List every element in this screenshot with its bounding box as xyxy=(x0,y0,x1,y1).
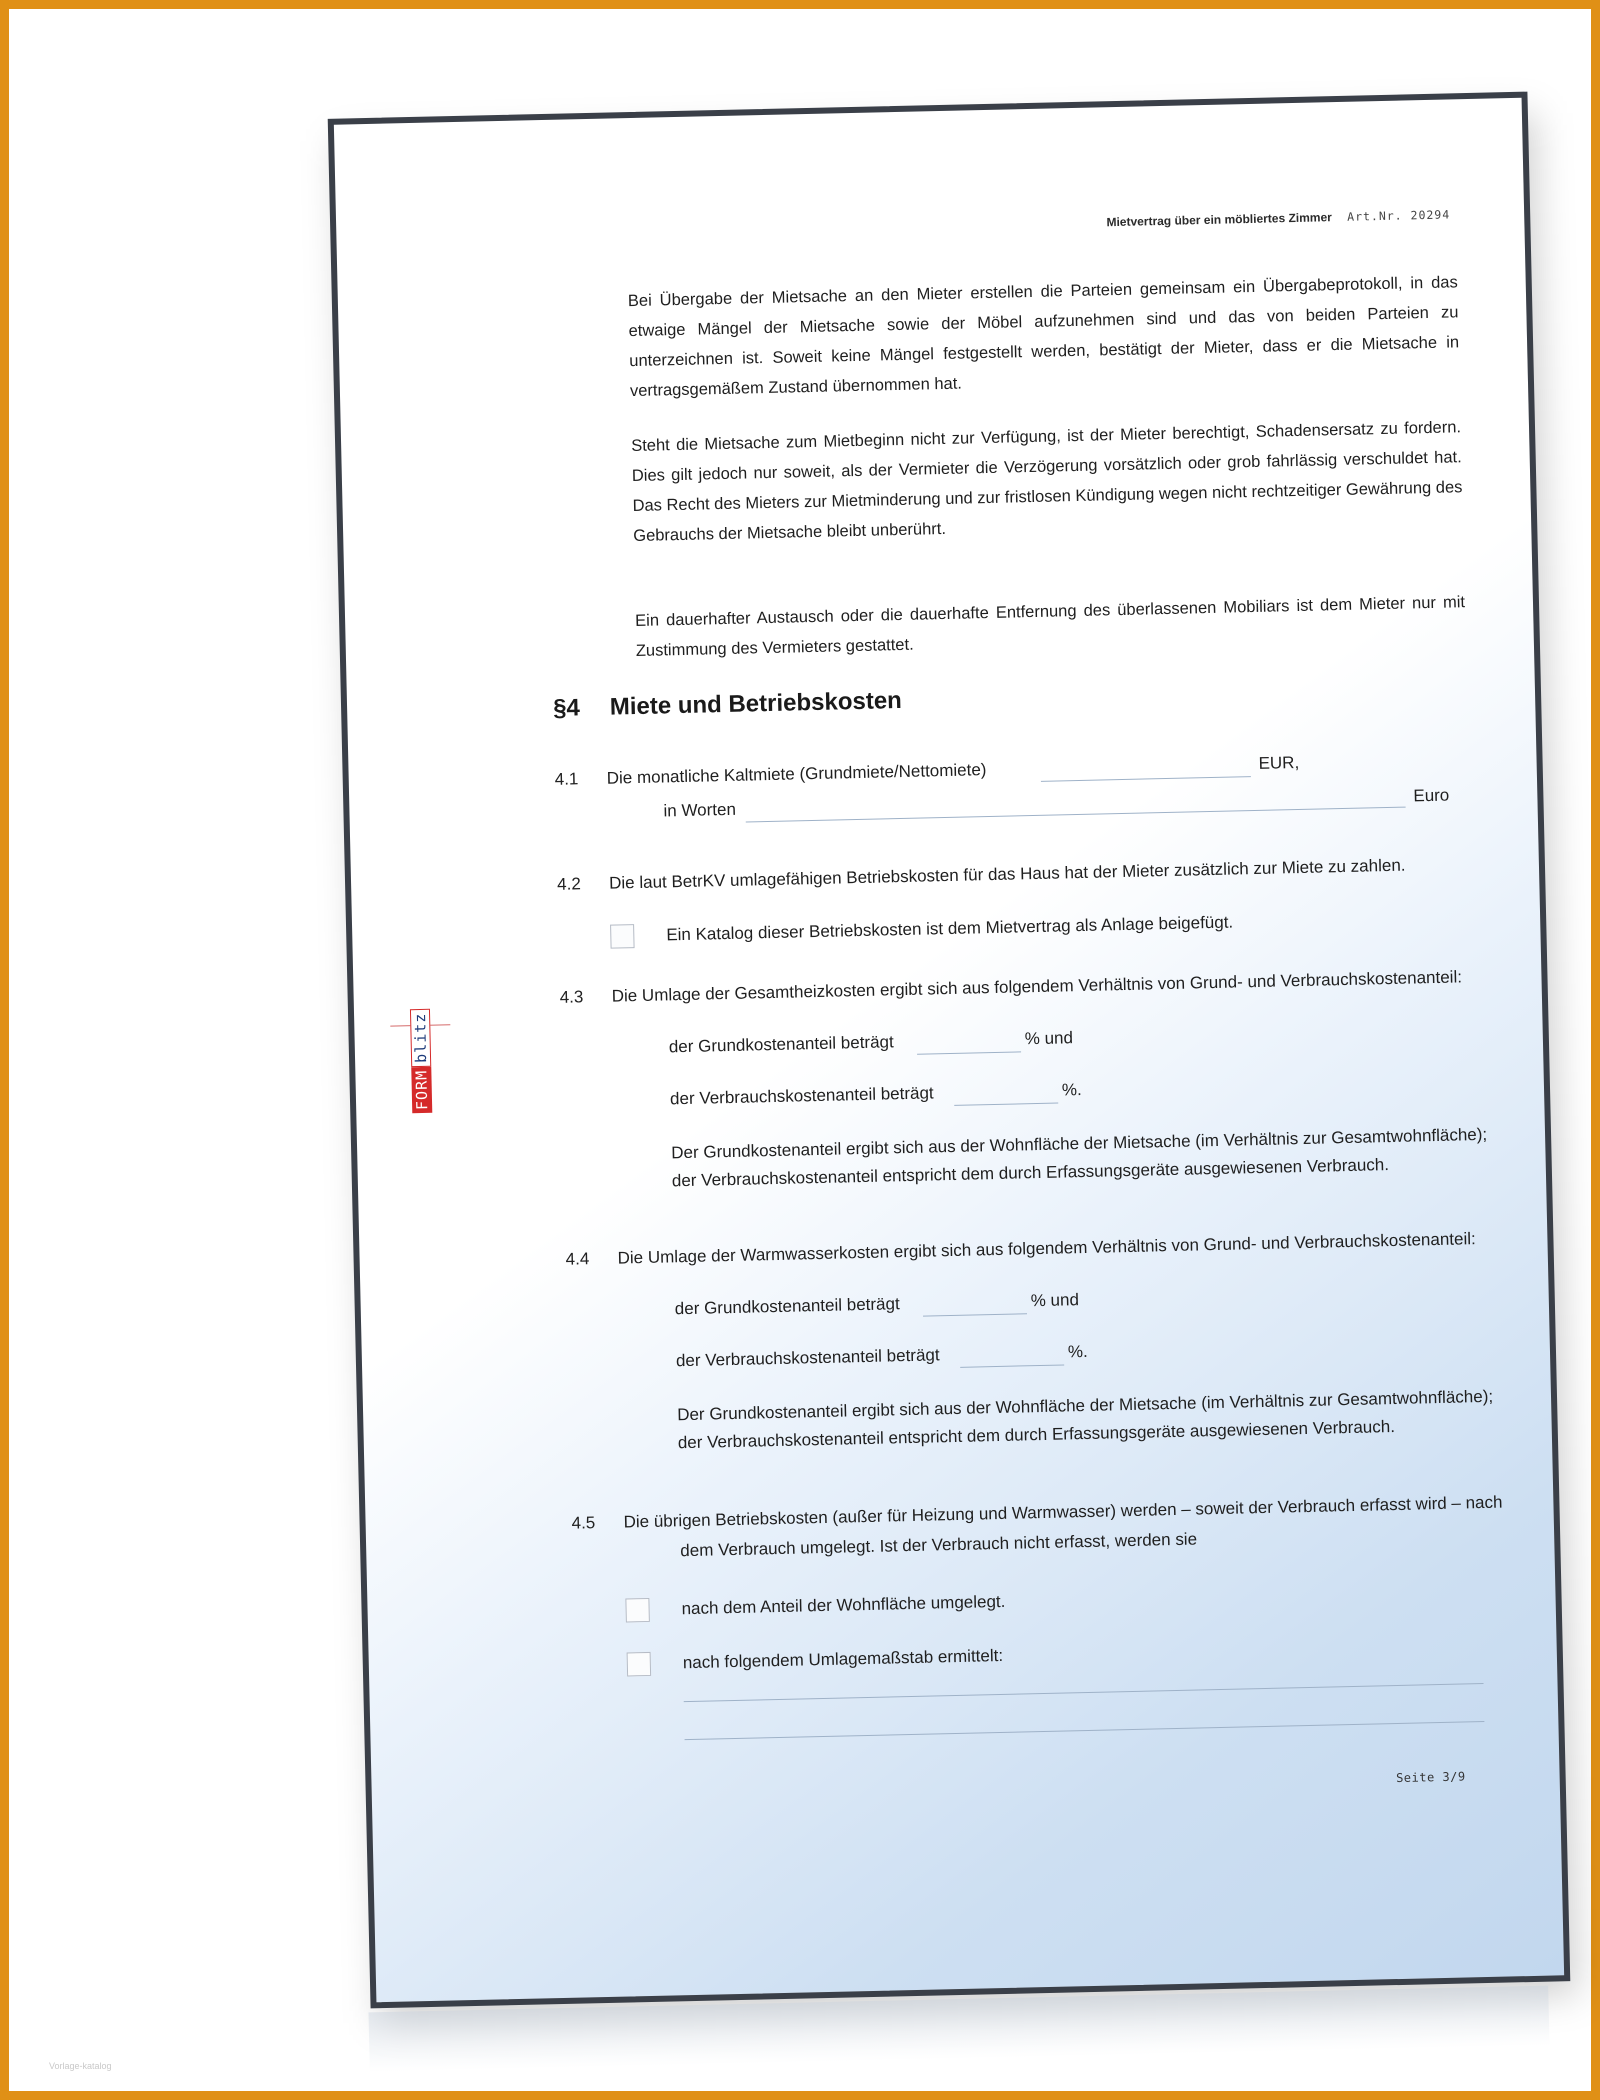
rent-unit: EUR, xyxy=(1258,752,1300,773)
article-number: Art.Nr. 20294 xyxy=(1347,207,1451,224)
item-number-4-3: 4.3 xyxy=(559,987,584,1007)
rent-words-label: in Worten xyxy=(663,799,737,821)
document-page xyxy=(328,92,1571,2009)
living-area-checkbox[interactable] xyxy=(625,1598,650,1623)
heating-consumption-unit: %. xyxy=(1061,1080,1082,1100)
page-number: Seite 3/9 xyxy=(1395,1769,1466,1786)
other-costs-line1: Die übrigen Betriebskosten (außer für Heizung und Warmwasser) werden – soweit der Verbrauch erfasst wird – nach xyxy=(623,1492,1503,1532)
paragraph-furniture: Ein dauerhafter Austausch oder die dauerhafte Entfernung des überlassenen Mobiliars ist dem Mieter nur mit Zustimmung des Vermieters gestattet. xyxy=(634,593,1466,660)
living-area-option-label: nach dem Anteil der Wohnfläche umgelegt. xyxy=(681,1591,1006,1619)
rent-amount-field[interactable] xyxy=(1041,776,1251,782)
operating-costs-text: Die laut BetrKV umlagefähigen Betriebskosten für das Haus hat der Mieter zusätzlich zur Miete zu zahlen. xyxy=(608,855,1406,893)
rent-words-field[interactable] xyxy=(746,807,1406,823)
paragraph-availability: Steht die Mietsache zum Mietbeginn nicht zur Verfügung, ist der Mieter berechtigt, Schadensersatz zu fordern. Dies gilt jedoch nur soweit, als der Vermieter die Verzögerung vorsätzlich oder grob fahrlässig verschuldet hat. Das Recht des Mieters zur Mietminderung und zur fristlosen Kündigung wegen nicht rechtzeitiger Gewährung des Gebrauchs der Mietsache bleibt unberührt. xyxy=(631,418,1463,546)
item-number-4-4: 4.4 xyxy=(565,1249,590,1269)
corner-watermark: Vorlage-katalog xyxy=(49,2061,112,2071)
water-note-line2: der Verbrauchskostenanteil entspricht dem durch Erfassungsgeräte ausgewiesenen Verbrauch. xyxy=(677,1416,1396,1453)
formblitz-logo xyxy=(410,1008,432,1113)
other-costs-line2: dem Verbrauch umgelegt. Ist der Verbrauch nicht erfasst, werden sie xyxy=(680,1529,1198,1561)
item-number-4-2: 4.2 xyxy=(556,874,581,894)
item-number-4-5: 4.5 xyxy=(571,1513,596,1533)
water-base-unit: % und xyxy=(1030,1290,1080,1311)
logo-blitz-text: blitz xyxy=(410,1008,431,1067)
heating-base-label: der Grundkostenanteil beträgt xyxy=(668,1032,894,1057)
heating-costs-text: Die Umlage der Gesamtheizkosten ergibt sich aus folgendem Verhältnis von Grund- und Verbrauchskostenanteil: xyxy=(611,967,1463,1006)
rent-label: Die monatliche Kaltmiete (Grundmiete/Nettomiete) xyxy=(606,760,987,788)
section-number: §4 xyxy=(552,694,581,722)
custom-key-option-label: nach folgendem Umlagemaßstab ermittelt: xyxy=(682,1645,1004,1673)
water-note-line1: Der Grundkostenanteil ergibt sich aus der Wohnfläche der Mietsache (im Verhältnis zur Gesamtwohnfläche); xyxy=(676,1386,1494,1425)
custom-key-field-line1[interactable] xyxy=(684,1683,1484,1702)
document-title: Mietvertrag über ein möbliertes Zimmer xyxy=(1106,210,1333,230)
paragraph-handover: Bei Übergabe der Mietsache an den Mieter erstellen die Parteien gemeinsam ein Übergabeprotokoll, in das etwaige Mängel der Mietsache sowie der Möbel aufzunehmen sind und das von beiden Parteien zu unterzeichnen ist. Soweit keine Mängel festgestellt werden, bestätigt der Mieter, dass er die Mietsache in vertragsgemäßem Zustand übernommen hat. xyxy=(627,273,1460,401)
heating-base-field[interactable] xyxy=(917,1051,1021,1054)
heating-note-line2: der Verbrauchskostenanteil entspricht dem durch Erfassungsgeräte ausgewiesenen Verbrauch. xyxy=(671,1155,1390,1191)
catalog-checkbox-label: Ein Katalog dieser Betriebskosten ist dem Mietvertrag als Anlage beigefügt. xyxy=(666,912,1234,945)
custom-key-checkbox[interactable] xyxy=(627,1652,652,1677)
water-base-label: der Grundkostenanteil beträgt xyxy=(674,1294,900,1319)
water-consumption-label: der Verbrauchskostenanteil beträgt xyxy=(675,1345,940,1371)
heating-consumption-label: der Verbrauchskostenanteil beträgt xyxy=(669,1083,934,1109)
custom-key-field-line2[interactable] xyxy=(685,1721,1485,1740)
catalog-checkbox[interactable] xyxy=(610,924,635,949)
heating-note-line1: Der Grundkostenanteil ergibt sich aus der Wohnfläche der Mietsache (im Verhältnis zur Gesamtwohnfläche); xyxy=(671,1124,1488,1163)
section-title: Miete und Betriebskosten xyxy=(609,686,903,721)
water-costs-text: Die Umlage der Warmwasserkosten ergibt sich aus folgendem Verhältnis von Grund- und Verbrauchskostenanteil: xyxy=(617,1229,1476,1268)
water-base-field[interactable] xyxy=(923,1313,1027,1316)
page-header xyxy=(1106,207,1450,229)
water-consumption-field[interactable] xyxy=(960,1364,1064,1367)
water-consumption-unit: %. xyxy=(1067,1341,1088,1362)
heating-base-unit: % und xyxy=(1024,1028,1074,1049)
logo-form-text: FORM xyxy=(411,1067,432,1114)
item-number-4-1: 4.1 xyxy=(554,769,579,789)
section-heading xyxy=(553,687,902,723)
heating-consumption-field[interactable] xyxy=(954,1103,1058,1106)
rent-words-unit: Euro xyxy=(1413,785,1450,806)
